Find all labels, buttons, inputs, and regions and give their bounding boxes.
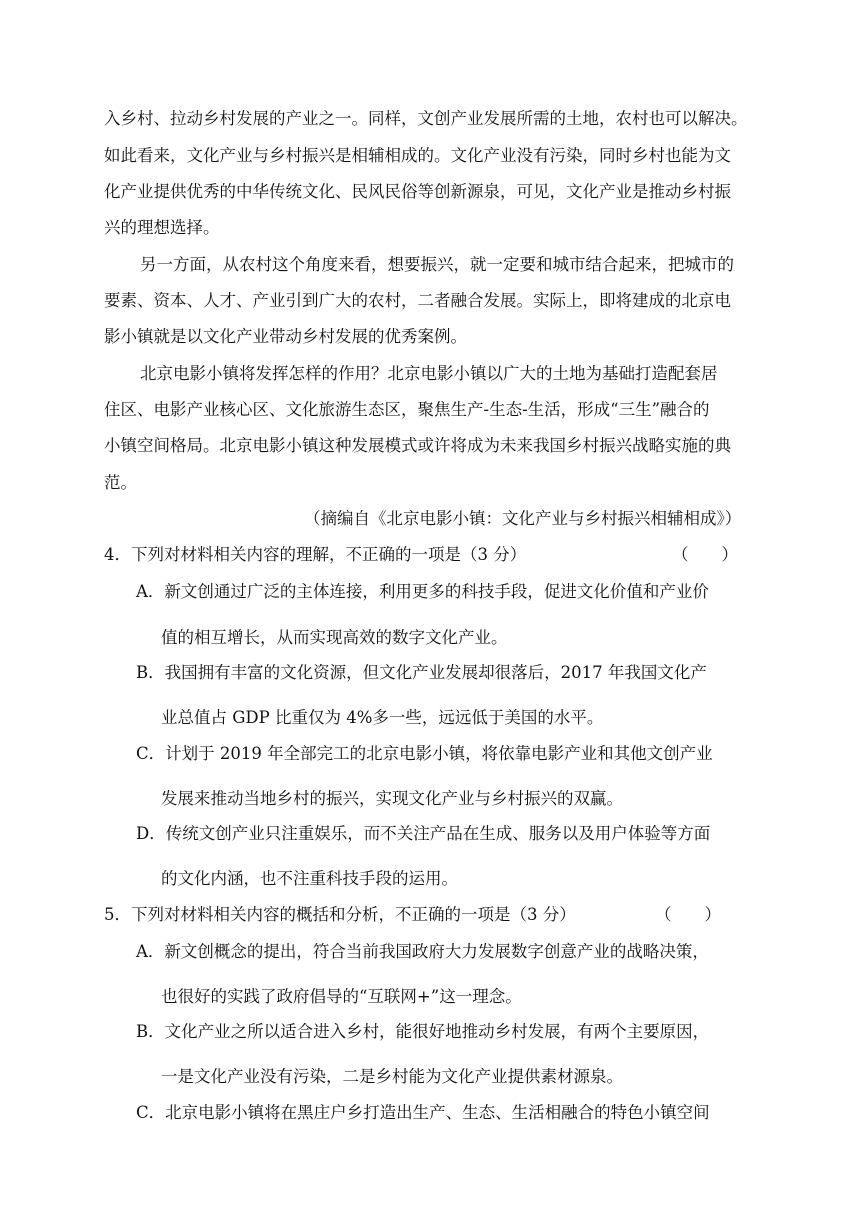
question-4-stem: 4．下列对材料相关内容的理解，不正确的一项是（3 分）: [104, 545, 527, 564]
source-citation: （摘编自《北京电影小镇：文化产业与乡村振兴相辅相成》）: [304, 509, 742, 528]
passage-line: 兴的理想选择。: [104, 218, 220, 237]
question-4-option-c: C．计划于 2019 年全部完工的北京电影小镇，将依靠电影产业和其他文创产业: [136, 744, 713, 763]
question-4-answer-paren: （ ）: [672, 545, 738, 564]
passage-line: 范。: [104, 473, 137, 492]
question-5-stem: 5．下列对材料相关内容的概括和分析，不正确的一项是（3 分）: [104, 905, 576, 924]
question-4-option-b: B．我国拥有丰富的文化资源，但文化产业发展却很落后，2017 年我国文化产: [136, 663, 707, 682]
passage-line: 北京电影小镇将发挥怎样的作用？北京电影小镇以广大的土地为基础打造配套居: [140, 364, 718, 383]
passage-line: 另一方面，从农村这个角度来看，想要振兴，就一定要和城市结合起来，把城市的: [140, 255, 734, 274]
passage-line: 影小镇就是以文化产业带动乡村发展的优秀案例。: [104, 327, 467, 346]
passage-line: 住区、电影产业核心区、文化旅游生态区，聚焦生产-生态-生活，形成“三生”融合的: [104, 400, 710, 419]
question-4-option-b-cont: 业总值占 GDP 比重仅为 4%多一些，远远低于美国的水平。: [161, 708, 604, 727]
passage-line: 化产业提供优秀的中华传统文化、民风民俗等创新源泉，可见，文化产业是推动乡村振: [104, 182, 731, 201]
question-5-option-b: B．文化产业之所以适合进入乡村，能很好地推动乡村发展，有两个主要原因，: [136, 1022, 710, 1041]
question-4-option-a: A．新文创通过广泛的主体连接，利用更多的科技手段，促进文化价值和产业价: [136, 582, 709, 601]
question-5-option-b-cont: 一是文化产业没有污染，二是乡村能为文化产业提供素材源泉。: [161, 1067, 623, 1086]
question-4-option-c-cont: 发展来推动当地乡村的振兴，实现文化产业与乡村振兴的双赢。: [161, 789, 623, 808]
question-5-option-c: C．北京电影小镇将在黑庄户乡打造出生产、生态、生活相融合的特色小镇空间: [136, 1103, 710, 1122]
question-4-option-a-cont: 值的相互增长，从而实现高效的数字文化产业。: [161, 628, 508, 647]
question-5-answer-paren: （ ）: [655, 905, 721, 924]
passage-line: 要素、资本、人才、产业引到广大的农村，二者融合发展。实际上，即将建成的北京电: [104, 291, 731, 310]
passage-line: 如此看来，文化产业与乡村振兴是相辅相成的。文化产业没有污染，同时乡村也能为文: [104, 146, 731, 165]
passage-line: 入乡村、拉动乡村发展的产业之一。同样，文创产业发展所需的土地，农村也可以解决。: [104, 109, 748, 128]
question-4-option-d-cont: 的文化内涵，也不注重科技手段的运用。: [161, 869, 458, 888]
passage-line: 小镇空间格局。北京电影小镇这种发展模式或许将成为未来我国乡村振兴战略实施的典: [104, 436, 731, 455]
question-4-option-d: D．传统文创产业只注重娱乐，而不关注产品在生成、服务以及用户体验等方面: [136, 824, 711, 843]
question-5-option-a-cont: 也很好的实践了政府倡导的“互联网+”这一理念。: [161, 987, 522, 1006]
question-5-option-a: A．新文创概念的提出，符合当前我国政府大力发展数字创意产业的战略决策，: [136, 942, 709, 961]
